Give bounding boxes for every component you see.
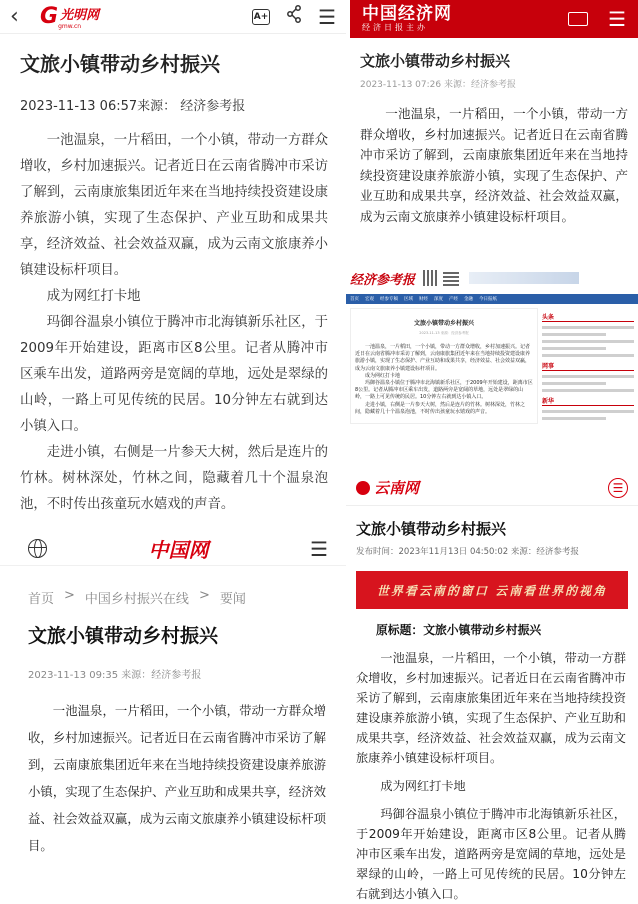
paragraph: 玛御谷温泉小镇位于腾冲市北海镇新乐社区，于2009年开始建设，距离市区8公里。记者从腾冲市区乘车出发，道路两旁是宽阔的草地，远处是翠绿的山岭，一路上可见传统的民居。10分钟左右就到达小镇入口。 [356,807,626,901]
paragraph: 走进小镇，右侧是一片参天大树，然后是连片的竹林。树林深处，竹林之间，隐藏着几十个温泉泡池，不时传出孩童玩水嬉戏的声音。 [355,401,526,415]
china-logo[interactable]: 中国网 [148,538,209,562]
gmw-toolbar [0,0,346,34]
china-panel [0,532,346,853]
nav-item[interactable]: 区域 [404,297,413,302]
article-meta: 2023-11-13 来源：经济参考报 [419,331,469,335]
article-meta: 发布时间：2023年11月13日 04:50:02 来源：经济参考报 [356,547,579,557]
article-meta: 2023-11-13 06:57来源： 经济参考报 [20,99,246,114]
article-meta: 2023-11-13 09:35 来源：经济参考报 [28,670,202,681]
jjckb-sidebar [542,308,634,424]
nav-item[interactable]: 宏观 [365,297,374,302]
paragraph: 一池温泉，一片稻田，一个小镇，带动一方群众增收，乡村加速振兴。记者近日在云南省腾冲市采访了解到，云南康旅集团近年来在当地持续投资建设康养旅游小镇，实现了生态保护、产业互助和成果共享，经济效益、社会效益双赢，成为云南文旅康养小镇建设标杆项目。 [28,703,326,853]
nav-item[interactable]: 产经 [449,297,458,302]
sidebar-heading: 网事 [542,361,634,371]
tv-icon[interactable] [568,12,588,26]
paragraph: 走进小镇，右侧是一片参天大树，然后是连片的竹林。树林深处，竹林之间，隐藏着几十个温泉泡池，不时传出孩童玩水嬉戏的声音。 [20,445,328,512]
ce-panel [350,0,638,262]
jjckb-article [350,308,538,424]
ce-header [350,0,638,38]
menu-icon[interactable]: ☰ [608,7,626,31]
gmw-logo-sub: gmw.cn [58,22,82,30]
article-body [355,344,533,416]
menu-icon[interactable]: ☰ [310,536,328,561]
gmw-logo-text: 光明网 [60,7,100,23]
paragraph: 一池温泉，一片稻田，一个小镇，带动一方群众增收，乡村加速振兴。记者近日在云南省腾冲市采访了解到，云南康旅集团近年来在当地持续投资建设康养旅游小镇，实现了生态保护、产业互助和成果共享，经济效益、社会效益双赢，成为云南文旅康养小镇建设标杆项目。 [356,651,626,765]
yn-logo[interactable]: 云南网 [356,477,419,498]
breadcrumb [0,566,346,607]
paragraph: 一池温泉，一片稻田，一个小镇，带动一方群众增收，乡村加速振兴。记者近日在云南省腾冲市采访了解到，云南康旅集团近年来在当地持续投资建设康养旅游小镇，实现了生态保护、产业互助和成果共享，经济效益、社会效益双赢，成为云南文旅康养小镇建设标杆项目。 [20,133,328,278]
article-title: 文旅小镇带动乡村振兴 [28,625,219,647]
paragraph: 一池温泉，一片稻田，一个小镇，带动一方群众增收，乡村加速振兴。记者近日在云南省腾冲市采访了解到，云南康旅集团近年来在当地持续投资建设康养旅游小镇，实现了生态保护、产业互助和成果共享，经济效益、社会效益双赢，成为云南文旅康养小镇建设标杆项目。 [360,106,628,224]
article-title: 文旅小镇带动乡村振兴 [20,52,220,76]
original-title: 原标题：文旅小镇带动乡村振兴 [376,623,542,637]
breadcrumb-separator: > [198,588,210,603]
paragraph: 成为网红打卡地 [380,779,466,793]
nav-item[interactable]: 经参专稿 [380,297,398,302]
jjckb-panel [346,262,638,462]
yn-logo-icon [356,481,370,495]
qr-code-icon [423,270,439,286]
jjckb-logo[interactable]: 经济参考报 [350,272,416,288]
menu-icon[interactable]: ☰ [318,4,336,29]
back-arrow-icon[interactable]: ‹ [10,4,19,29]
yn-panel [346,462,638,901]
article-title: 文旅小镇带动乡村振兴 [356,520,507,538]
globe-icon[interactable] [28,539,47,558]
menu-icon[interactable]: ☰ [608,478,628,498]
share-icon[interactable] [286,5,302,28]
breadcrumb-home[interactable]: 首页 [28,592,55,607]
paragraph: 一池温泉，一片稻田，一个小镇，带动一方群众增收，乡村加速振兴。记者近日在云南省腾冲市采访了解到，云南康旅集团近年来在当地持续投资建设康养旅游小镇，实现了生态保护、产业互助和成果共享，经济效益、社会效益双赢，成为云南文旅康养小镇建设标杆项目。 [355,344,531,372]
article-body [0,114,346,518]
sidebar-heading: 新华 [542,396,634,406]
article-meta: 2023-11-13 07:26 来源：经济参考报 [360,80,516,90]
ce-logo[interactable]: 中国经济网 经济日报主办 [362,4,452,32]
breadcrumb-section[interactable]: 中国乡村振兴在线 [84,592,189,607]
breadcrumb-separator: > [64,588,75,603]
nav-item[interactable]: 今日报纸 [479,297,497,302]
nav-item[interactable]: 财经 [419,297,428,302]
paragraph: 玛御谷温泉小镇位于腾冲市北海镇新乐社区，于2009年开始建设，距离市区8公里。记者从腾冲市区乘车出发，道路两旁是宽阔的草地，远处是翠绿的山岭，一路上可见传统的民居。10分钟左右就到达小镇入口。 [20,315,328,434]
slogan-banner[interactable]: 世界看云南的窗口 云南看世界的视角 [356,571,628,609]
article-body [350,90,638,227]
nav-item[interactable]: 深度 [434,297,443,302]
china-header [0,532,346,566]
paragraph: 玛御谷温泉小镇位于腾冲市北海镇新乐社区，于2009年开始建设，距离市区8公里。记者从腾冲市区乘车出发，道路两旁是宽阔的草地，远处是翠绿的山岭，一路上可见传统的民居。10分钟左右就到达小镇入口。 [355,380,533,401]
yn-header [346,470,638,506]
article-title: 文旅小镇带动乡村振兴 [413,320,474,327]
nav-item[interactable]: 首页 [350,297,359,302]
paragraph: 成为网红打卡地 [46,289,141,304]
article-body [346,638,638,904]
jjckb-nav [346,294,638,304]
gmw-logo[interactable]: G 光明网 gmw.cn [40,4,100,30]
banner-ad[interactable] [469,272,579,284]
nav-item[interactable]: 金融 [464,297,473,302]
jjckb-header [346,262,638,294]
gmw-panel [0,0,346,532]
qr-code-icon [443,270,459,286]
breadcrumb-current[interactable]: 要闻 [219,592,246,607]
font-size-icon[interactable]: A+ [252,9,270,25]
paragraph: 成为网红打卡地 [365,372,401,379]
sidebar-heading: 头条 [542,312,634,322]
article-body [0,681,346,859]
article-title: 文旅小镇带动乡村振兴 [360,52,511,70]
